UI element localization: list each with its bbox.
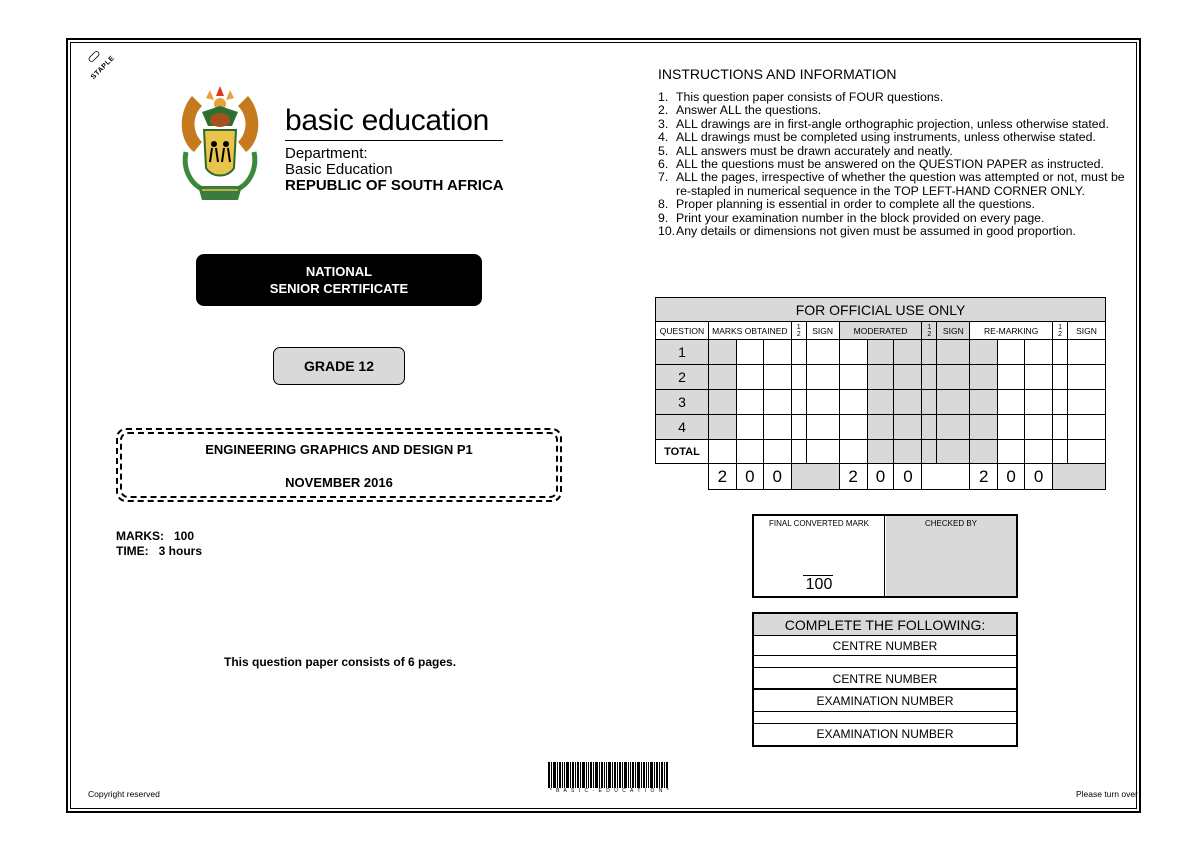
complete-title: COMPLETE THE FOLLOWING: [754, 614, 1016, 636]
exam-number-field[interactable] [754, 712, 1016, 724]
col-sign: SIGN [806, 322, 839, 340]
total-digit: 0 [736, 464, 763, 490]
instruction-item: 10. Any details or dimensions not given must be assumed in good proportion. [658, 224, 1076, 239]
pages-note: This question paper consists of 6 pages. [224, 655, 457, 669]
col-moderated: MODERATED [839, 322, 922, 340]
barcode-icon [548, 762, 668, 788]
exam-number-label: EXAMINATION NUMBER [754, 690, 1016, 712]
col-half: 1 2 [1053, 322, 1068, 340]
col-half: 1 2 [791, 322, 806, 340]
centre-number-field[interactable] [754, 656, 1016, 668]
instruction-item: 8. Proper planning is essential in order to complete all the questions. [658, 197, 1035, 212]
instruction-item: 2. Answer ALL the questions. [658, 103, 822, 118]
turn-over-note: Please turn over [1076, 789, 1138, 799]
total-digit: 0 [894, 464, 922, 490]
question-number: 2 [656, 365, 709, 390]
total-digit: 0 [1025, 464, 1053, 490]
col-half: 1 2 [922, 322, 937, 340]
coat-of-arms-icon [172, 82, 268, 206]
question-number: 4 [656, 415, 709, 440]
total-digit: 2 [970, 464, 998, 490]
marks-label: MARKS: 100 [116, 529, 195, 543]
final-mark-label: FINAL CONVERTED MARK [768, 519, 869, 528]
exam-session: NOVEMBER 2016 [285, 475, 393, 490]
question-number: 3 [656, 390, 709, 415]
total-label: TOTAL [656, 440, 709, 464]
col-remarking: RE-MARKING [970, 322, 1053, 340]
total-digit: 0 [998, 464, 1025, 490]
dept-line-2: Basic Education [285, 161, 393, 178]
grade-badge: GRADE 12 [273, 347, 405, 385]
instruction-item: 4. ALL drawings must be completed using instruments, unless otherwise stated. [658, 130, 1096, 145]
instruction-item: 3. ALL drawings are in first-angle orthographic projection, unless otherwise stated. [658, 116, 1109, 131]
instruction-item: 1. This question paper consists of FOUR questions. [658, 90, 944, 104]
total-digit: 2 [839, 464, 867, 490]
total-digit: 2 [708, 464, 736, 490]
col-marks-obtained: MARKS OBTAINED [708, 322, 791, 340]
copyright: Copyright reserved [88, 789, 160, 799]
brand-divider [285, 140, 503, 141]
instruction-item: 7. ALL the pages, irrespective of whether the question was attempted or not, must be re-stapled in numerical sequence in the TOP LEFT-HAND CORNER ONLY. [658, 170, 1125, 198]
total-digit: 0 [867, 464, 894, 490]
instruction-item: 5. ALL answers must be drawn accurately and neatly. [658, 143, 953, 158]
checked-by-cell [886, 516, 1016, 596]
col-sign: SIGN [1067, 322, 1105, 340]
col-question: QUESTION [656, 322, 709, 340]
barcode-text: * B A S I C - E D U C A T I O N * [549, 788, 671, 794]
certificate-banner [196, 254, 482, 306]
official-use-title: FOR OFFICIAL USE ONLY [656, 298, 1106, 322]
time-label: TIME: 3 hours [116, 544, 203, 558]
checked-by-label: CHECKED BY [924, 519, 977, 528]
subject-title: ENGINEERING GRAPHICS AND DESIGN P1 [205, 442, 473, 457]
centre-number-label-2: CENTRE NUMBER [754, 668, 1016, 690]
instructions-title: INSTRUCTIONS AND INFORMATION [658, 66, 897, 82]
instruction-item: 6. ALL the questions must be answered on the QUESTION PAPER as instructed. [658, 157, 1104, 172]
total-digit: 0 [763, 464, 791, 490]
question-number: 1 [656, 340, 709, 365]
final-mark-denominator: 100 [805, 576, 833, 593]
instructions-list [658, 91, 1128, 238]
instruction-item: 9. Print your examination number in the block provided on every page. [658, 210, 1045, 225]
dept-line-3: REPUBLIC OF SOUTH AFRICA [285, 177, 504, 194]
exam-number-label-2: EXAMINATION NUMBER [816, 727, 954, 741]
official-use-table [655, 297, 1106, 490]
certificate-line-1: NATIONAL [305, 264, 373, 279]
centre-number-label: CENTRE NUMBER [754, 636, 1016, 656]
col-sign: SIGN [937, 322, 970, 340]
staple-label: STAPLE [90, 54, 117, 81]
certificate-line-2: SENIOR CERTIFICATE [269, 281, 409, 296]
brand-name: basic education [285, 104, 489, 137]
dept-line-1: Department: [285, 145, 368, 162]
